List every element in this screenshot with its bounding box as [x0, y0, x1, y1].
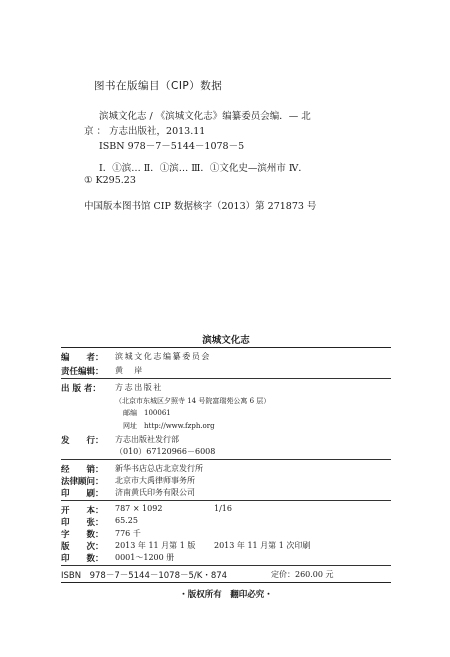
book-title: 滨城文化志	[202, 335, 250, 346]
format-row	[61, 504, 391, 516]
cip-classification-code: ① K295.23	[84, 175, 136, 186]
publisher-address: （北京市东城区夕照寺 14 号院富瑞苑公寓 6 层）	[115, 397, 271, 405]
edition-label: 版 次：	[61, 542, 104, 552]
compiler-value: 滨城文化志编纂委员会	[115, 352, 211, 361]
cip-line-2: 京 ： 方志出版社，2013.11	[84, 126, 206, 137]
divider	[61, 500, 391, 501]
publisher-row	[61, 382, 391, 394]
address-row	[61, 396, 391, 408]
words-value: 776 千	[115, 529, 141, 538]
divider	[61, 582, 391, 583]
isbn-row	[61, 569, 391, 581]
publisher-website: 网址 http://www.fzph.org	[123, 422, 215, 430]
copies-row	[61, 552, 391, 564]
legal-label: 法律顾问：	[61, 477, 104, 487]
copies-value: 0001～1200 册	[115, 553, 175, 562]
printer-value: 济南黄氏印务有限公司	[115, 488, 195, 497]
divider	[61, 565, 391, 566]
words-row	[61, 528, 391, 540]
sheets-label: 印 张：	[61, 518, 104, 528]
compiler-label: 编 者：	[61, 353, 104, 363]
format-value: 787 × 1092	[115, 504, 163, 513]
cip-title: 图书在版编目（CIP）数据	[94, 80, 223, 92]
format-fraction: 1/16	[214, 504, 232, 513]
cip-line-1: 滨城文化志 / 《滨城文化志》编纂委员会编．— 北	[99, 111, 311, 122]
copies-label: 印 数：	[61, 554, 104, 564]
legal-value: 北京市大禹律师事务所	[115, 476, 195, 485]
price-value: 定价：260.00 元	[271, 570, 334, 579]
postcode-row	[61, 408, 391, 420]
editor-label: 责任编辑：	[61, 367, 104, 377]
editor-row	[61, 365, 391, 377]
publisher-postcode: 邮编 100061	[123, 409, 171, 417]
words-label: 字 数：	[61, 530, 104, 540]
seller-value: 新华书店总店北京发行所	[115, 464, 203, 473]
rights-notice: ・版权所有 翻印必究・	[179, 590, 273, 600]
sheets-value: 65.25	[115, 516, 138, 525]
sheets-row	[61, 516, 391, 528]
compiler-row	[61, 351, 391, 363]
cip-isbn: ISBN 978－7－5144－1078－5	[99, 141, 245, 152]
format-label: 开 本：	[61, 506, 104, 516]
cip-classification: Ⅰ．①滨… Ⅱ．①滨… Ⅲ．①文化史—滨州市 Ⅳ．	[99, 163, 308, 174]
edition-row	[61, 540, 391, 552]
printer-label: 印 刷：	[61, 489, 104, 499]
editor-value: 黄 岸	[115, 366, 144, 375]
legal-row	[61, 475, 391, 487]
distributor-value: 方志出版社发行部	[115, 435, 179, 444]
publisher-label: 出 版 者：	[61, 384, 101, 394]
divider	[61, 347, 391, 348]
printing-value: 2013 年 11 月第 1 次印刷	[214, 541, 311, 550]
distributor-phone: （010）67120966－6008	[115, 447, 216, 456]
divider	[61, 459, 391, 460]
seller-row	[61, 463, 391, 475]
edition-value: 2013 年 11 月第 1 版	[115, 541, 196, 550]
distributor-label: 发 行：	[61, 436, 104, 446]
isbn-value: ISBN 978－7－5144－1078－5/K・874	[61, 571, 228, 581]
cip-verification-number: 中国版本图书馆 CIP 数据核字（2013）第 271873 号	[84, 201, 317, 212]
printer-row	[61, 487, 391, 499]
website-row	[61, 421, 391, 433]
phone-row	[61, 446, 391, 458]
publisher-value: 方志出版社	[115, 383, 163, 392]
divider	[61, 378, 391, 379]
seller-label: 经 销：	[61, 465, 104, 475]
distributor-row	[61, 434, 391, 446]
